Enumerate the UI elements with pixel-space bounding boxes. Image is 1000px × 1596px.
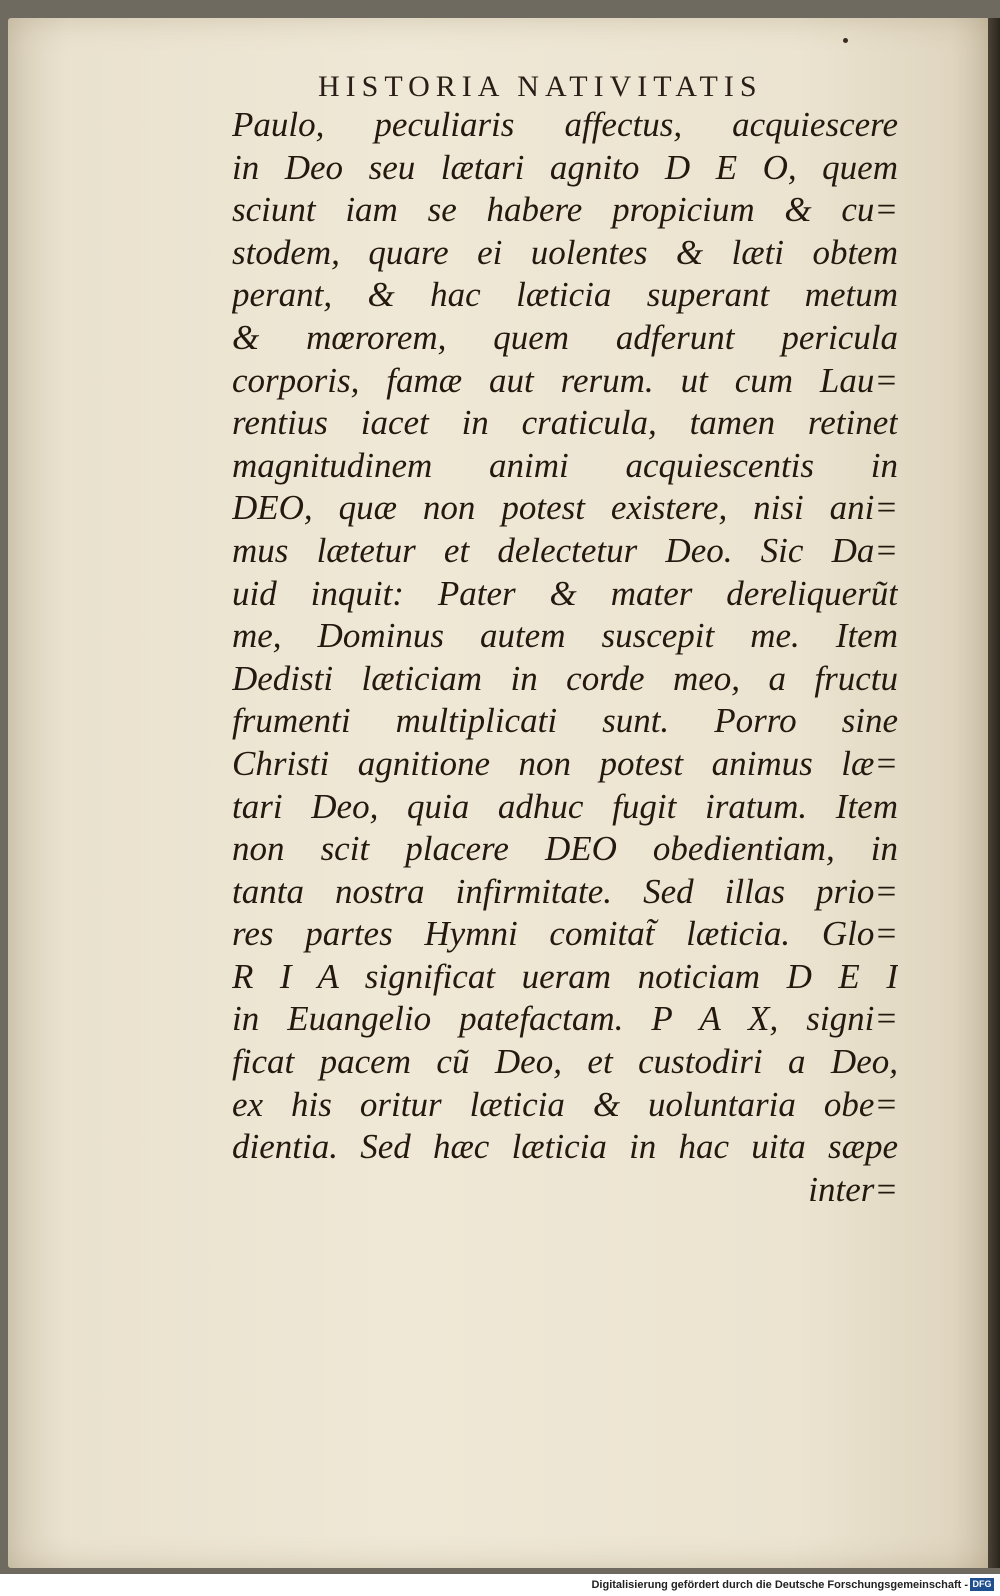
text-line: in Euangelio patefactam. P A X, signi= [232, 999, 898, 1039]
book-binding-edge [988, 18, 1000, 1568]
text-line: perant, & hac læticia superant metum [232, 275, 898, 315]
catchword: inter= [808, 1169, 898, 1209]
text-line: R I A significat ueram noticiam D E I [232, 956, 898, 996]
text-line: & mœrorem, quem adferunt pericula [232, 317, 898, 357]
text-line: res partes Hymni comitat̃ læticia. Glo= [232, 914, 898, 954]
text-line: ex his oritur læticia & uoluntaria obe= [232, 1084, 898, 1124]
text-line: tanta nostra infirmitate. Sed illas prio= [232, 871, 898, 911]
text-line: ficat pacem cũ Deo, et custodiri a Deo, [232, 1042, 898, 1082]
text-line: Dedisti læticiam in corde meo, a fructu [232, 658, 898, 698]
text-line: non scit placere DEO obedientiam, in [232, 829, 898, 869]
text-line: uid inquit: Pater & mater dereliquerũt [232, 573, 898, 613]
text-line: Paulo, peculiaris affectus, acquiescere [232, 105, 898, 144]
text-line: stodem, quare ei uolentes & læti obtem [232, 232, 898, 272]
text-line: me, Dominus autem suscepit me. Item [232, 616, 898, 656]
text-line: rentius iacet in craticula, tamen retinet [232, 403, 898, 443]
text-line: mus lætetur et delectetur Deo. Sic Da= [232, 530, 898, 570]
text-line: corporis, famæ aut rerum. ut cum Lau= [232, 360, 898, 400]
text-line: frumenti multiplicati sunt. Porro sine [232, 701, 898, 741]
text-line: Christi agnitione non potest animus læ= [232, 743, 898, 783]
text-line: sciunt iam se habere propicium & cu= [232, 190, 898, 230]
text-line: dientia. Sed hæc læticia in hac uita sæpe [232, 1127, 898, 1167]
digitization-footer [0, 1574, 1000, 1596]
text-line: DEO, quæ non potest existere, nisi ani= [232, 488, 898, 528]
running-header: HISTORIA NATIVITATIS [318, 70, 763, 103]
funding-credit: Digitalisierung gefördert durch die Deutsche Forschungsgemeinschaft - [591, 1579, 968, 1591]
text-line: magnitudinem animi acquiescentis in [232, 445, 898, 485]
text-line: tari Deo, quia adhuc fugit iratum. Item [232, 786, 898, 826]
dfg-logo: DFG [970, 1578, 994, 1591]
ink-speck [843, 38, 848, 43]
body-text [232, 104, 898, 1211]
text-line: in Deo seu lætari agnito D E O, quem [232, 147, 898, 187]
